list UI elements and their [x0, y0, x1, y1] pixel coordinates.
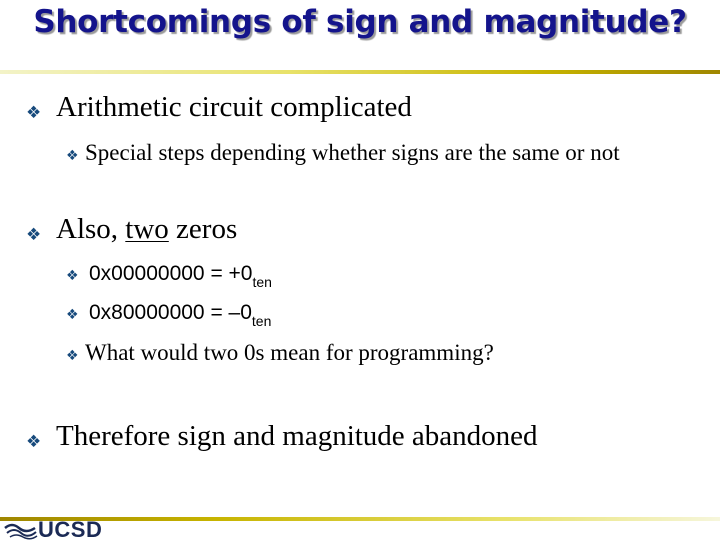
- bullet-text-suffix: zeros: [176, 213, 238, 245]
- bullet-text: Arithmetic circuit complicated: [56, 91, 412, 123]
- sub-bullet-text: Special steps depending whether signs are the same or not: [85, 140, 620, 165]
- bullet-two-zeros: [26, 212, 238, 246]
- bullet-text-underlined: two: [125, 213, 169, 245]
- ucsd-logo: [4, 516, 114, 540]
- subscript-ten: ten: [251, 313, 272, 329]
- sub-bullet-special-steps: [66, 136, 685, 169]
- diamond-bullet-icon: ❖: [26, 225, 42, 245]
- logo-text: UCSD: [38, 517, 103, 542]
- hex-negative-zero: 0x80000000 = –0: [89, 301, 252, 324]
- top-divider: [0, 70, 720, 74]
- diamond-bullet-icon: ❖: [66, 307, 79, 323]
- bullet-text-prefix: Also,: [56, 213, 119, 245]
- hex-positive-zero: 0x00000000 = +0: [89, 262, 253, 285]
- sub-bullet-negative-zero: [66, 295, 272, 331]
- bullet-abandoned: [26, 419, 538, 453]
- sub-bullet-positive-zero: [66, 256, 272, 292]
- slide-title: Shortcomings of sign and magnitude?: [33, 4, 687, 40]
- bullet-text: Therefore sign and magnitude abandoned: [56, 420, 538, 452]
- diamond-bullet-icon: ❖: [26, 103, 42, 123]
- diamond-bullet-icon: ❖: [26, 432, 42, 452]
- diamond-bullet-icon: ❖: [66, 268, 79, 284]
- sub-bullet-text: What would two 0s mean for programming?: [85, 340, 494, 365]
- sub-bullet-programming: [66, 336, 494, 369]
- subscript-ten: ten: [252, 274, 272, 290]
- bullet-arithmetic: [26, 90, 412, 124]
- diamond-bullet-icon: ❖: [66, 148, 79, 164]
- diamond-bullet-icon: ❖: [66, 348, 79, 364]
- trident-wave-icon: [4, 516, 38, 540]
